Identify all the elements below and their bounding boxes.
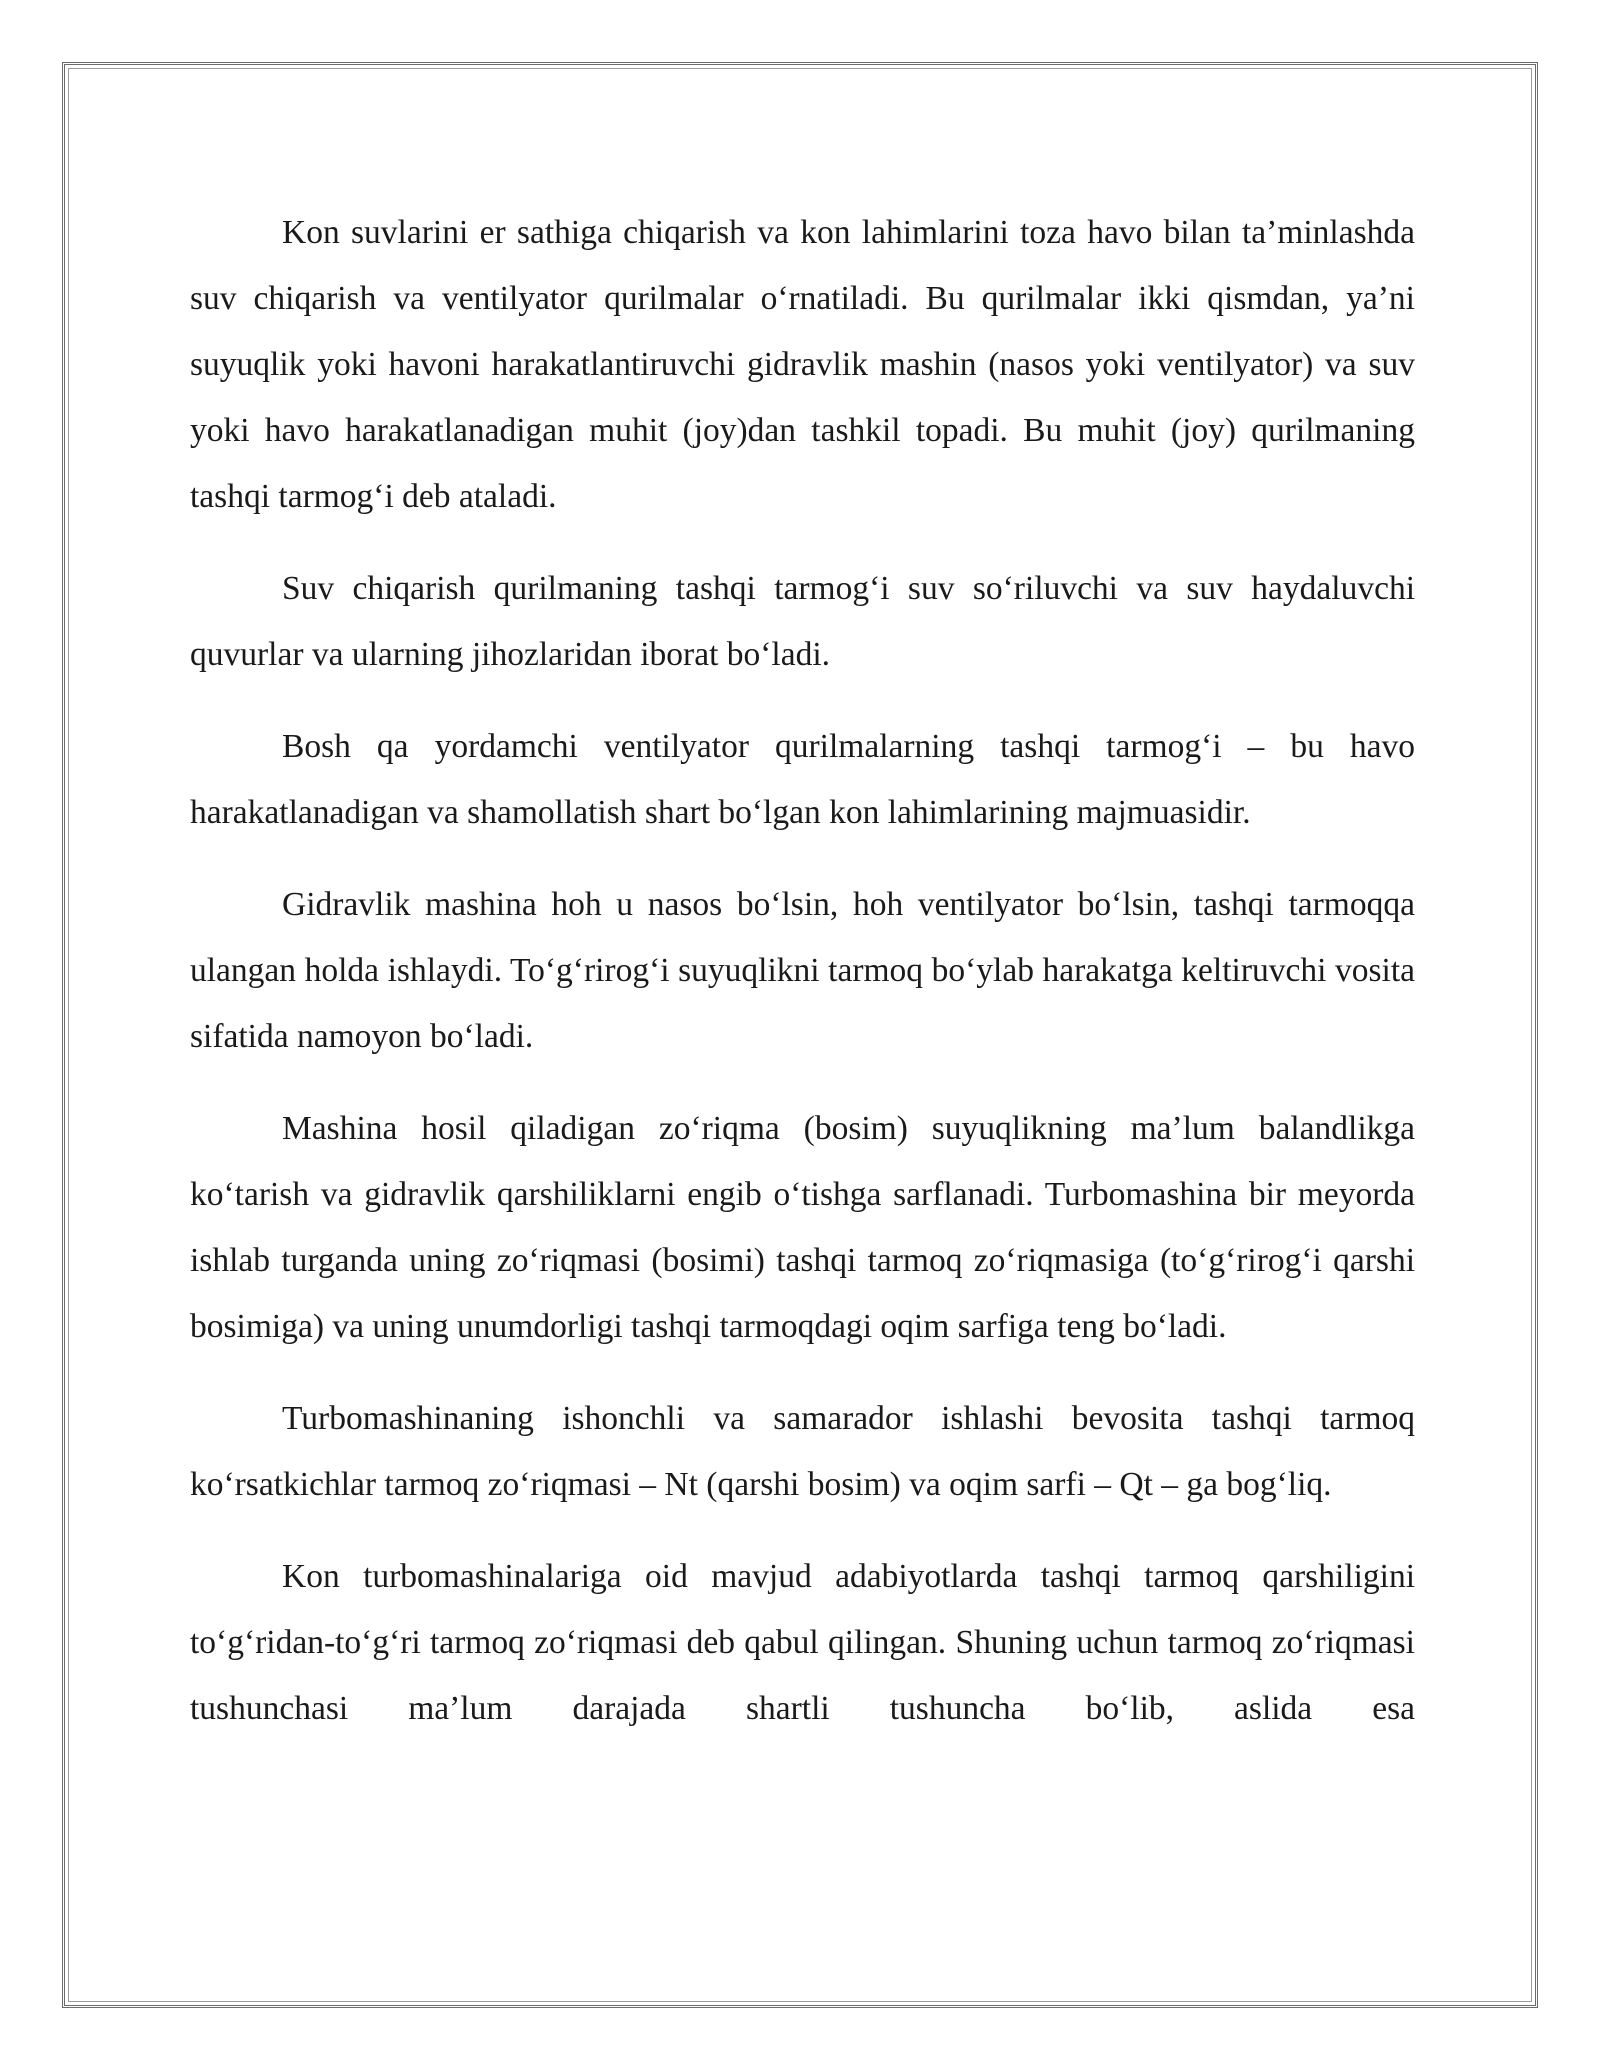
paragraph-7: Kon turbomashinalariga oid mavjud adabiyotlarda tashqi tarmoq qarshiligini to‘g‘ridan-to‘g‘ri tarmoq zo‘riqmasi deb qabul qilingan. Shuning uchun tarmoq zo‘riqmasi tushunchasi ma’lum darajada shartli tushuncha bo‘lib, aslida esa — [190, 1558, 1415, 1727]
paragraph-3: Bosh qa yordamchi ventilyator qurilmalarning tashqi tarmog‘i – bu havo harakatlanadigan va shamollatish shart bo‘lgan kon lahimlarining majmuasidir. — [190, 728, 1415, 831]
paragraph-1: Kon suvlarini er sathiga chiqarish va kon lahimlarini toza havo bilan ta’minlashda suv chiqarish va ventilyator qurilmalar o‘rnatiladi. Bu qurilmalar ikki qismdan, ya’ni suyuqlik yoki havoni harakatlantiruvchi gidravlik mashin (nasos yoki ventilyator) va suv yoki havo harakatlanadigan muhit (joy)dan tashkil topadi. Bu muhit (joy) qurilmaning tashqi tarmog‘i deb ataladi. — [190, 214, 1415, 515]
paragraph-5: Mashina hosil qiladigan zo‘riqma (bosim) suyuqlikning ma’lum balandlikga ko‘tarish va gidravlik qarshiliklarni engib o‘tishga sarflanadi. Turbomashina bir meyorda ishlab turganda uning zo‘riqmasi (bosimi) tashqi tarmoq zo‘riqmasiga (to‘g‘rirog‘i qarshi bosimiga) va uning unumdorligi tashqi tarmoqdagi oqim sarfiga teng bo‘ladi. — [190, 1110, 1415, 1345]
paragraph-4: Gidravlik mashina hoh u nasos bo‘lsin, hoh ventilyator bo‘lsin, tashqi tarmoqqa ulangan holda ishlaydi. To‘g‘rirog‘i suyuqlikni tarmoq bo‘ylab harakatga keltiruvchi vosita sifatida namoyon bo‘ladi. — [190, 886, 1415, 1055]
paragraph-2: Suv chiqarish qurilmaning tashqi tarmog‘i suv so‘riluvchi va suv haydaluvchi quvurlar va ularning jihozlaridan iborat bo‘ladi. — [190, 570, 1415, 673]
document-body — [190, 200, 1415, 1742]
paragraph-6: Turbomashinaning ishonchli va samarador ishlashi bevosita tashqi tarmoq ko‘rsatkichlar tarmoq zo‘riqmasi – Nt (qarshi bosim) va oqim sarfi – Qt – ga bog‘liq. — [190, 1400, 1415, 1503]
